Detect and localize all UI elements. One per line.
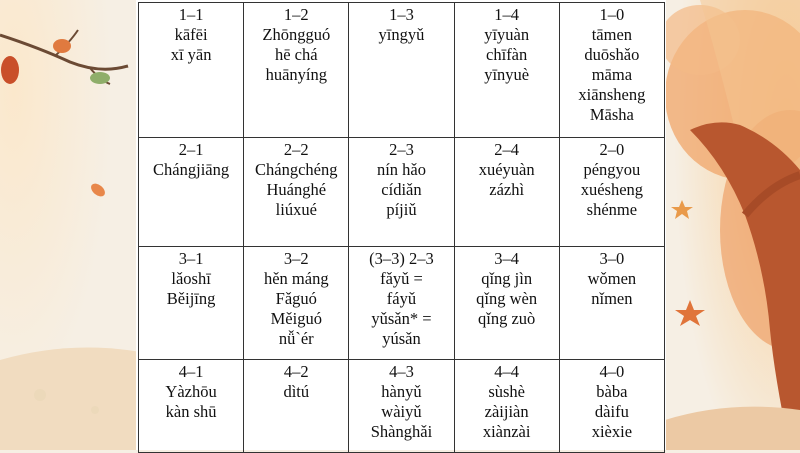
table-cell [349, 247, 454, 360]
pinyin-word: péngyou [583, 160, 641, 179]
cell-code: 1–1 [178, 5, 204, 24]
pinyin-word: Fǎguó [275, 289, 317, 308]
pinyin-word: wǒmen [587, 269, 637, 288]
pinyin-word: hànyǔ [381, 382, 422, 401]
pinyin-word: qǐng wèn [476, 289, 538, 308]
pinyin-word: dàifu [594, 402, 629, 421]
leaf-icon [90, 72, 110, 84]
pinyin-word: yǔsǎn* = [371, 309, 432, 328]
table-cell [244, 247, 349, 360]
pinyin-word: Běijīng [166, 289, 216, 308]
table-row [139, 3, 665, 138]
pinyin-word: tāmen [591, 25, 633, 44]
pinyin-word: xiànzài [482, 422, 531, 441]
cell-code: 3–4 [494, 249, 520, 268]
pinyin-word: nǚ`ér [278, 329, 314, 348]
cell-code: 4–4 [494, 362, 520, 381]
pinyin-word: píjiǔ [386, 200, 417, 219]
table-cell [349, 138, 454, 247]
table-row [139, 138, 665, 247]
table-row [139, 247, 665, 360]
pinyin-word: nǐmen [591, 289, 633, 308]
pinyin-word: hē chá [274, 45, 318, 64]
pinyin-word: wàiyǔ [381, 402, 422, 421]
pinyin-word: xièxie [591, 422, 633, 441]
table-cell [139, 138, 244, 247]
pinyin-word: xuésheng [580, 180, 644, 199]
pinyin-word: Chángchéng [255, 160, 338, 179]
pinyin-word: sùshè [488, 382, 525, 401]
pinyin-table [138, 2, 665, 453]
pinyin-word: lǎoshī [171, 269, 211, 288]
cell-code: 4–0 [599, 362, 625, 381]
pinyin-word: yīnyuè [484, 65, 530, 84]
table-cell [559, 138, 664, 247]
pinyin-word: Měiguó [270, 309, 322, 328]
cell-code: 3–1 [178, 249, 204, 268]
cell-code: 2–0 [599, 140, 625, 159]
pinyin-word: xuéyuàn [478, 160, 535, 179]
pinyin-word: xī yān [170, 45, 212, 64]
pinyin-word: cídiǎn [381, 180, 422, 199]
pinyin-word: qǐng zuò [478, 309, 536, 328]
cell-code: 1–4 [494, 5, 520, 24]
cell-code: 1–0 [599, 5, 625, 24]
cell-code: 2–4 [494, 140, 520, 159]
pinyin-word: chīfàn [486, 45, 528, 64]
cell-code: 3–2 [283, 249, 309, 268]
cell-code: (3–3) 2–3 [369, 249, 434, 268]
table-cell [454, 247, 559, 360]
table-cell [139, 360, 244, 453]
pinyin-word: zàijiàn [484, 402, 529, 421]
table-cell [244, 360, 349, 453]
table-cell [559, 3, 664, 138]
table-cell [139, 247, 244, 360]
table-cell [454, 360, 559, 453]
ground-left [0, 348, 140, 451]
pinyin-word: kāfēi [174, 25, 208, 44]
cell-code: 1–2 [283, 5, 309, 24]
cell-code: 4–1 [178, 362, 204, 381]
pinyin-word: liúxué [275, 200, 317, 219]
pinyin-word: dìtú [283, 382, 310, 401]
leaf-icon [1, 56, 19, 84]
table-cell [244, 138, 349, 247]
table-cell [454, 3, 559, 138]
pinyin-word: Zhōngguó [262, 25, 331, 44]
pinyin-word: Māsha [589, 105, 634, 124]
cell-code: 4–3 [389, 362, 414, 381]
pinyin-word: Huánghé [266, 180, 327, 199]
pinyin-word: fǎyǔ = [380, 269, 423, 288]
table-cell [244, 3, 349, 138]
pinyin-word: bàba [596, 382, 628, 401]
pinyin-word: Shànghǎi [370, 422, 433, 441]
pinyin-word: kàn shū [165, 402, 217, 421]
cell-code: 1–3 [389, 5, 414, 24]
pinyin-word: zázhì [489, 180, 525, 199]
pinyin-word: huānyíng [265, 65, 327, 84]
pinyin-word: duōshǎo [584, 45, 640, 64]
pinyin-word: hěn máng [263, 269, 329, 288]
cell-code: 4–2 [283, 362, 309, 381]
pinyin-word: Chángjiāng [153, 160, 230, 179]
cell-code: 2–3 [389, 140, 414, 159]
leaf-icon [53, 39, 71, 53]
table-cell [559, 360, 664, 453]
pinyin-word: yīyuàn [484, 25, 530, 44]
pinyin-word: xiānsheng [578, 85, 646, 104]
pinyin-word: qǐng jìn [481, 269, 533, 288]
pinyin-word: shénme [586, 200, 638, 219]
cell-code: 3–0 [599, 249, 625, 268]
table-cell [349, 360, 454, 453]
cell-code: 2–1 [178, 140, 204, 159]
pinyin-word: Yàzhōu [165, 382, 217, 401]
pinyin-word: yīngyǔ [378, 25, 425, 44]
pinyin-word: māma [591, 65, 633, 84]
table-row [139, 360, 665, 453]
pinyin-word: yúsǎn [382, 329, 421, 348]
table-cell [139, 3, 244, 138]
pinyin-word: nín hǎo [376, 160, 426, 179]
pinyin-word: fáyǔ [386, 289, 417, 308]
table-cell [559, 247, 664, 360]
table-cell [349, 3, 454, 138]
table-cell [454, 138, 559, 247]
cell-code: 2–2 [283, 140, 309, 159]
